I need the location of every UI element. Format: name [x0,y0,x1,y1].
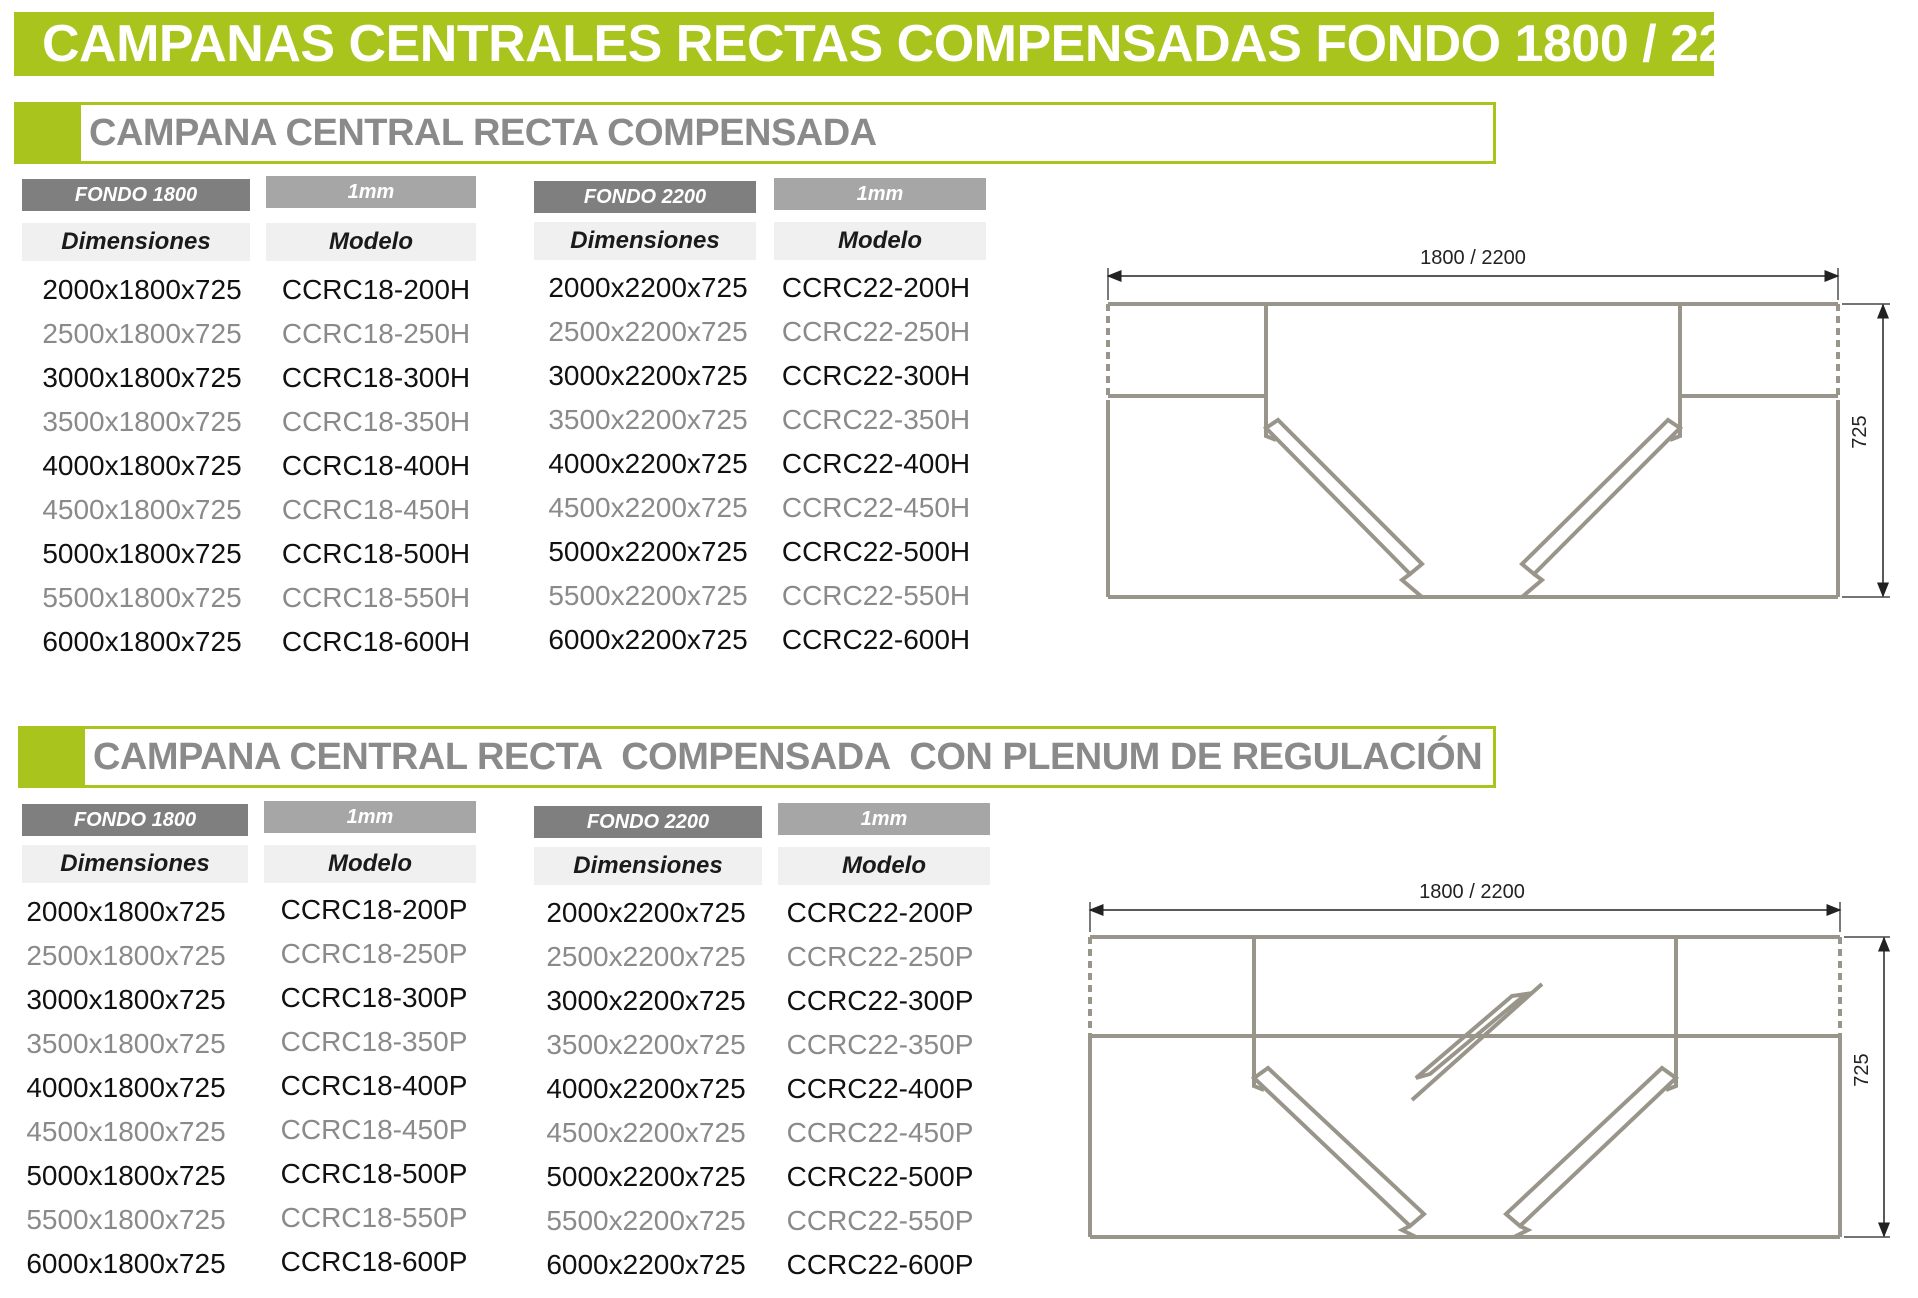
s2-left-model-cell: CCRC18-200P [280,894,468,925]
s2-right-fondo-header: FONDO 2200 [534,806,762,838]
s1-right-thickness-header: 1mm [774,178,986,210]
s1-right-model-cell: CCRC22-500H [781,536,971,567]
s2-left-dim-cell: 4500x1800x725 [26,1116,226,1147]
s1-left-model-cell: CCRC18-350H [281,406,471,437]
s1-right-model-cell: CCRC22-600H [781,624,971,655]
s2-height-label: 725 [1851,1053,1873,1087]
s2-left-dim-cell: 5500x1800x725 [26,1204,226,1235]
s2-left-fondo-header: FONDO 1800 [22,804,248,836]
s2-right-model-cell: CCRC22-550P [786,1205,974,1236]
s1-right-dim-cell: 5000x2200x725 [548,536,748,567]
s2-left-thickness-header: 1mm [264,801,476,833]
s1-left-dim-cell: 6000x1800x725 [42,626,242,657]
s1-left-models-list [266,268,486,664]
s1-hood-diagram [1090,240,1900,610]
s2-right-models-list [770,891,990,1287]
s1-height-label: 725 [1849,415,1871,449]
s2-right-model-cell: CCRC22-300P [786,985,974,1016]
s2-right-dim-cell: 2000x2200x725 [546,897,746,928]
s1-left-model-cell: CCRC18-250H [281,318,471,349]
s2-left-model-cell: CCRC18-400P [280,1070,468,1101]
s2-right-dim-header: Dimensiones [534,847,762,885]
s1-left-fondo-header: FONDO 1800 [22,179,250,211]
s1-right-dim-cell: 5500x2200x725 [548,580,748,611]
s1-left-model-header: Modelo [266,223,476,261]
s1-left-dim-cell: 3000x1800x725 [42,362,242,393]
s1-right-dim-cell: 6000x2200x725 [548,624,748,655]
s2-left-model-cell: CCRC18-300P [280,982,468,1013]
s1-right-model-cell: CCRC22-450H [781,492,971,523]
s2-left-model-cell: CCRC18-250P [280,938,468,969]
section-2-accent [21,729,85,785]
section-1-accent [17,105,81,161]
s1-right-model-cell: CCRC22-400H [781,448,971,479]
s2-left-model-cell: CCRC18-500P [280,1158,468,1189]
s1-width-label: 1800 / 2200 [1420,247,1526,269]
s2-right-dim-cell: 4000x2200x725 [546,1073,746,1104]
s1-right-dim-header: Dimensiones [534,222,756,260]
s1-right-fondo-header: FONDO 2200 [534,181,756,213]
s1-right-models-list [766,266,986,662]
s2-left-model-cell: CCRC18-350P [280,1026,468,1057]
s2-right-model-cell: CCRC22-250P [786,941,974,972]
main-title: CAMPANAS CENTRALES RECTAS COMPENSADAS FONDO 1800 / 2200 [14,12,1714,76]
s2-right-model-cell: CCRC22-200P [786,897,974,928]
s1-left-dim-cell: 5500x1800x725 [42,582,242,613]
s2-right-thickness-header: 1mm [778,803,990,835]
s1-left-dim-cell: 4000x1800x725 [42,450,242,481]
s2-right-model-cell: CCRC22-350P [786,1029,974,1060]
s2-left-model-cell: CCRC18-600P [280,1246,468,1277]
s1-right-dim-cell: 2000x2200x725 [548,272,748,303]
s1-left-dim-cell: 3500x1800x725 [42,406,242,437]
s1-right-model-cell: CCRC22-200H [781,272,971,303]
s2-left-dim-cell: 4000x1800x725 [26,1072,226,1103]
s1-left-dim-cell: 4500x1800x725 [42,494,242,525]
s2-left-dim-header: Dimensiones [22,845,248,883]
s1-left-model-cell: CCRC18-600H [281,626,471,657]
s2-right-dim-cell: 3500x2200x725 [546,1029,746,1060]
s1-left-dim-cell: 5000x1800x725 [42,538,242,569]
s2-right-dim-cell: 2500x2200x725 [546,941,746,972]
s1-left-model-cell: CCRC18-200H [281,274,471,305]
s1-left-model-cell: CCRC18-400H [281,450,471,481]
s2-left-dim-cell: 6000x1800x725 [26,1248,226,1279]
s1-right-model-cell: CCRC22-250H [781,316,971,347]
s2-right-model-cell: CCRC22-400P [786,1073,974,1104]
s1-right-dim-cell: 3500x2200x725 [548,404,748,435]
s1-right-model-cell: CCRC22-550H [781,580,971,611]
s1-left-dim-cell: 2500x1800x725 [42,318,242,349]
s2-right-dims-list [526,891,766,1287]
s1-left-dim-cell: 2000x1800x725 [42,274,242,305]
s2-right-model-cell: CCRC22-500P [786,1161,974,1192]
s1-right-dims-list [528,266,768,662]
s2-width-label: 1800 / 2200 [1419,881,1525,903]
s2-left-model-header: Modelo [264,845,476,883]
s1-left-thickness-header: 1mm [266,176,476,208]
s1-right-dim-cell: 2500x2200x725 [548,316,748,347]
s1-left-model-cell: CCRC18-500H [281,538,471,569]
s2-right-model-header: Modelo [778,847,990,885]
s1-right-dim-cell: 3000x2200x725 [548,360,748,391]
s1-left-model-cell: CCRC18-550H [281,582,471,613]
s1-right-model-cell: CCRC22-350H [781,404,971,435]
s1-right-dim-cell: 4500x2200x725 [548,492,748,523]
section-2-title: CAMPANA CENTRAL RECTA COMPENSADA CON PLENUM DE REGULACIÓN [93,736,1483,778]
s1-left-dims-list [22,268,262,664]
s1-left-dim-header: Dimensiones [22,223,250,261]
s2-left-model-cell: CCRC18-550P [280,1202,468,1233]
s2-left-dims-list [6,890,246,1286]
s2-right-model-cell: CCRC22-450P [786,1117,974,1148]
s2-left-dim-cell: 3500x1800x725 [26,1028,226,1059]
s2-left-dim-cell: 2500x1800x725 [26,940,226,971]
s2-hood-diagram [1072,870,1902,1250]
s2-left-model-cell: CCRC18-450P [280,1114,468,1145]
s2-right-dim-cell: 6000x2200x725 [546,1249,746,1280]
section-1-title: CAMPANA CENTRAL RECTA COMPENSADA [89,112,877,154]
section-1-header [14,102,1496,164]
s1-right-model-header: Modelo [774,222,986,260]
s2-left-dim-cell: 2000x1800x725 [26,896,226,927]
s2-right-dim-cell: 5500x2200x725 [546,1205,746,1236]
s2-left-dim-cell: 3000x1800x725 [26,984,226,1015]
s2-right-dim-cell: 4500x2200x725 [546,1117,746,1148]
s1-left-model-cell: CCRC18-300H [281,362,471,393]
s2-right-dim-cell: 3000x2200x725 [546,985,746,1016]
s2-left-dim-cell: 5000x1800x725 [26,1160,226,1191]
s2-right-dim-cell: 5000x2200x725 [546,1161,746,1192]
s1-right-model-cell: CCRC22-300H [781,360,971,391]
section-2-header [18,726,1496,788]
s2-right-model-cell: CCRC22-600P [786,1249,974,1280]
s1-right-dim-cell: 4000x2200x725 [548,448,748,479]
s1-left-model-cell: CCRC18-450H [281,494,471,525]
s2-left-models-list [264,888,484,1284]
